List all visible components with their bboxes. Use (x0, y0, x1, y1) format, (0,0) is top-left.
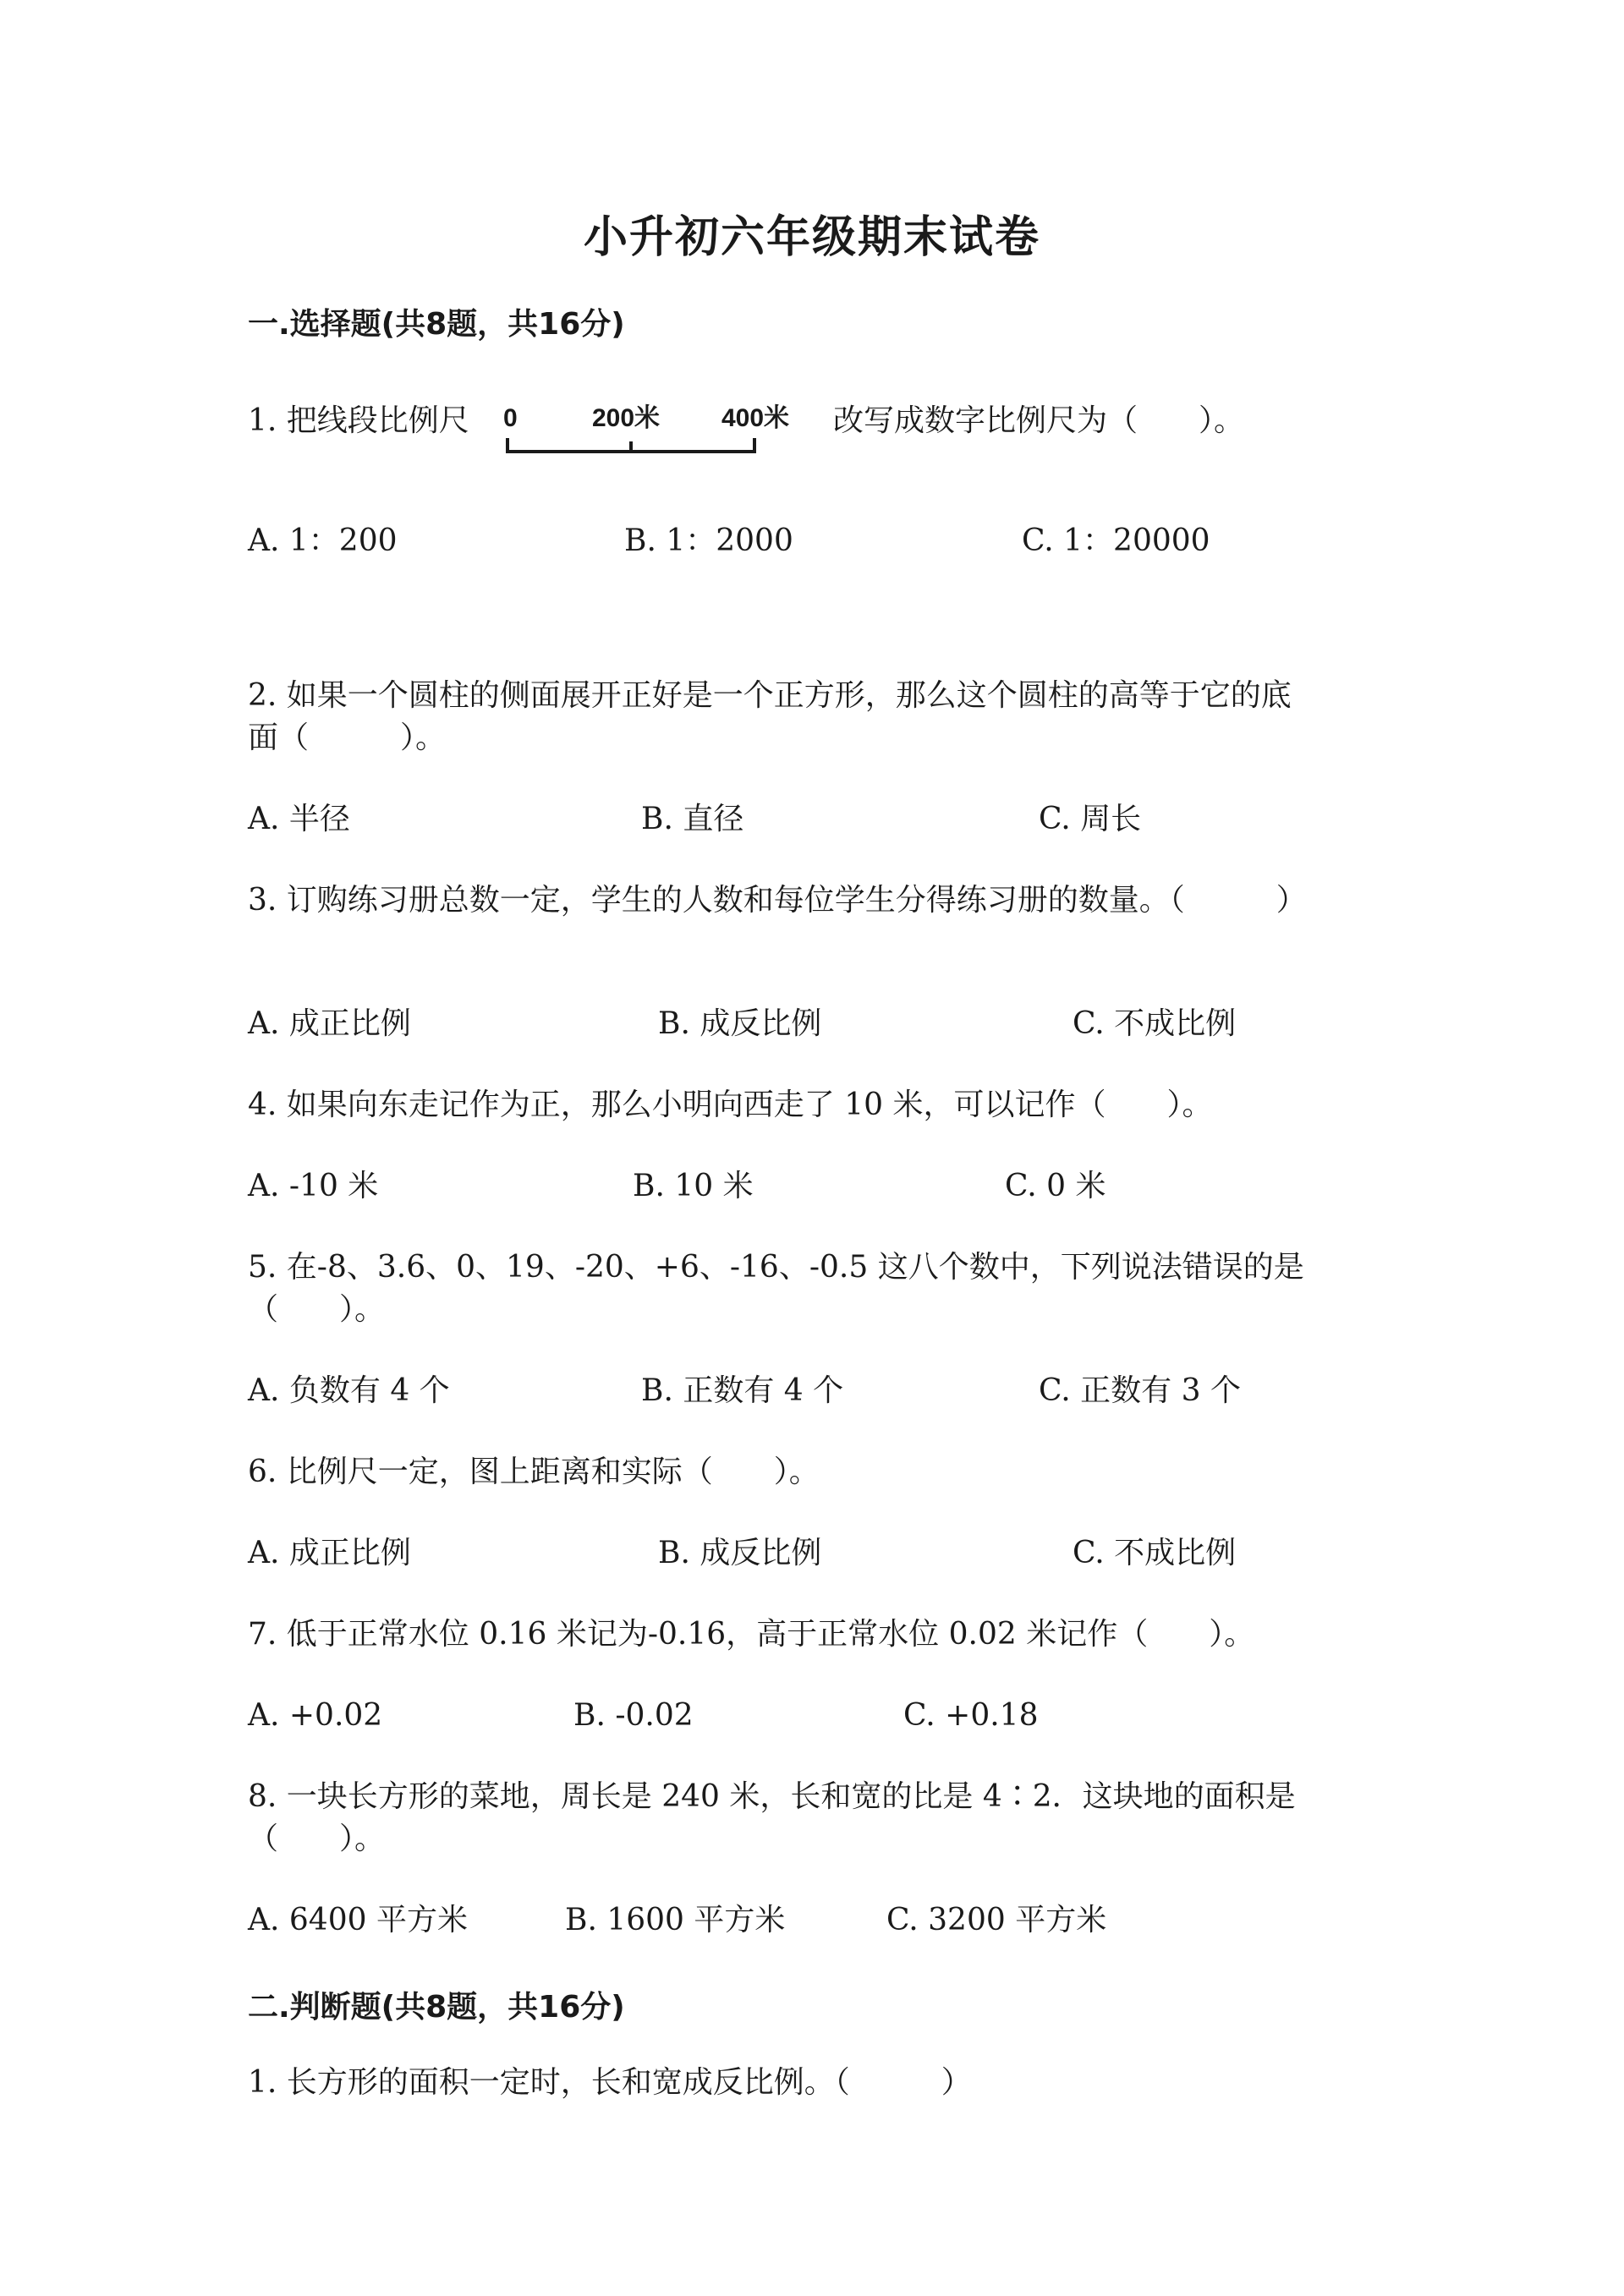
judge-question-1-line-1: 1. 长方形的面积一定时，长和宽成反比例。（ ） (248, 2065, 972, 2100)
section-2-heading: 二.判断题(共8题，共16分) (248, 1990, 625, 2025)
question-5-option-a: A. 负数有 4 个 (248, 1373, 450, 1408)
question-4-line-1: 4. 如果向东走记作为正，那么小明向西走了 10 米，可以记作（ ）。 (248, 1088, 1213, 1122)
question-4-options (248, 1165, 1432, 1208)
page-title: 小升初六年级期末试卷 (583, 211, 1040, 263)
question-1-option-b: B. 1：2000 (624, 523, 793, 558)
question-2-option-a: A. 半径 (248, 802, 350, 836)
question-8-option-a: A. 6400 平方米 (248, 1903, 468, 1937)
scale-label-0: 0 (503, 404, 518, 432)
question-7-line-1: 7. 低于正常水位 0.16 米记为-0.16，高于正常水位 0.02 米记作（ ）。 (248, 1617, 1255, 1652)
question-4-option-c: C. 0 米 (1005, 1169, 1106, 1203)
question-2-option-b: B. 直径 (641, 802, 744, 836)
question-8-option-b: B. 1600 平方米 (565, 1903, 786, 1937)
question-8-line-2: （ ）。 (248, 1822, 386, 1856)
question-7-option-b: B. -0.02 (573, 1698, 694, 1733)
scale-label-400: 400米 (721, 404, 790, 432)
question-6-option-c: C. 不成比例 (1073, 1536, 1237, 1570)
question-1-option-a: A. 1：200 (248, 523, 398, 558)
question-3-option-c: C. 不成比例 (1073, 1006, 1237, 1041)
question-1-options (248, 520, 1432, 562)
question-3-line-1: 3. 订购练习册总数一定，学生的人数和每位学生分得练习册的数量。（ ） (248, 883, 1307, 918)
question-5-options (248, 1370, 1432, 1412)
question-6-options (248, 1532, 1432, 1575)
question-5-option-c: C. 正数有 3 个 (1039, 1373, 1241, 1408)
question-6-option-a: A. 成正比例 (248, 1536, 411, 1570)
question-2-options (248, 798, 1432, 841)
scale-label-200: 200米 (592, 404, 661, 432)
section-1-heading: 一.选择题(共8题，共16分) (248, 307, 625, 342)
question-1-text-before: 1. 把线段比例尺 (248, 403, 469, 438)
scale-bar-figure (503, 399, 808, 467)
question-7-option-a: A. +0.02 (248, 1698, 383, 1733)
question-8-line-1: 8. 一块长方形的菜地，周长是 240 米，长和宽的比是 4∶2．这块地的面积是 (248, 1779, 1296, 1814)
question-1-text-after: 改写成数字比例尺为（ ）。 (833, 403, 1245, 438)
question-2-option-c: C. 周长 (1039, 802, 1142, 836)
question-4-option-a: A. -10 米 (248, 1169, 379, 1203)
question-6-option-b: B. 成反比例 (658, 1536, 822, 1570)
question-5-line-2: （ ）。 (248, 1292, 386, 1327)
question-8-option-c: C. 3200 平方米 (886, 1903, 1107, 1937)
question-4-option-b: B. 10 米 (633, 1169, 754, 1203)
question-5-option-b: B. 正数有 4 个 (641, 1373, 844, 1408)
question-8-options (248, 1899, 1432, 1942)
question-3-options (248, 1003, 1432, 1045)
question-2-line-1: 2. 如果一个圆柱的侧面展开正好是一个正方形，那么这个圆柱的高等于它的底 (248, 678, 1292, 713)
question-2-line-2: 面（ ）。 (248, 721, 447, 755)
question-3-option-a: A. 成正比例 (248, 1006, 411, 1041)
question-1-option-c: C. 1：20000 (1022, 523, 1210, 558)
question-7-options (248, 1695, 1432, 1737)
question-3-option-b: B. 成反比例 (658, 1006, 822, 1041)
question-5-line-1: 5. 在-8、3.6、0、19、-20、+6、-16、-0.5 这八个数中，下列说法错误的是 (248, 1250, 1304, 1285)
question-6-line-1: 6. 比例尺一定，图上距离和实际（ ）。 (248, 1455, 820, 1489)
question-7-option-c: C. +0.18 (903, 1698, 1039, 1733)
